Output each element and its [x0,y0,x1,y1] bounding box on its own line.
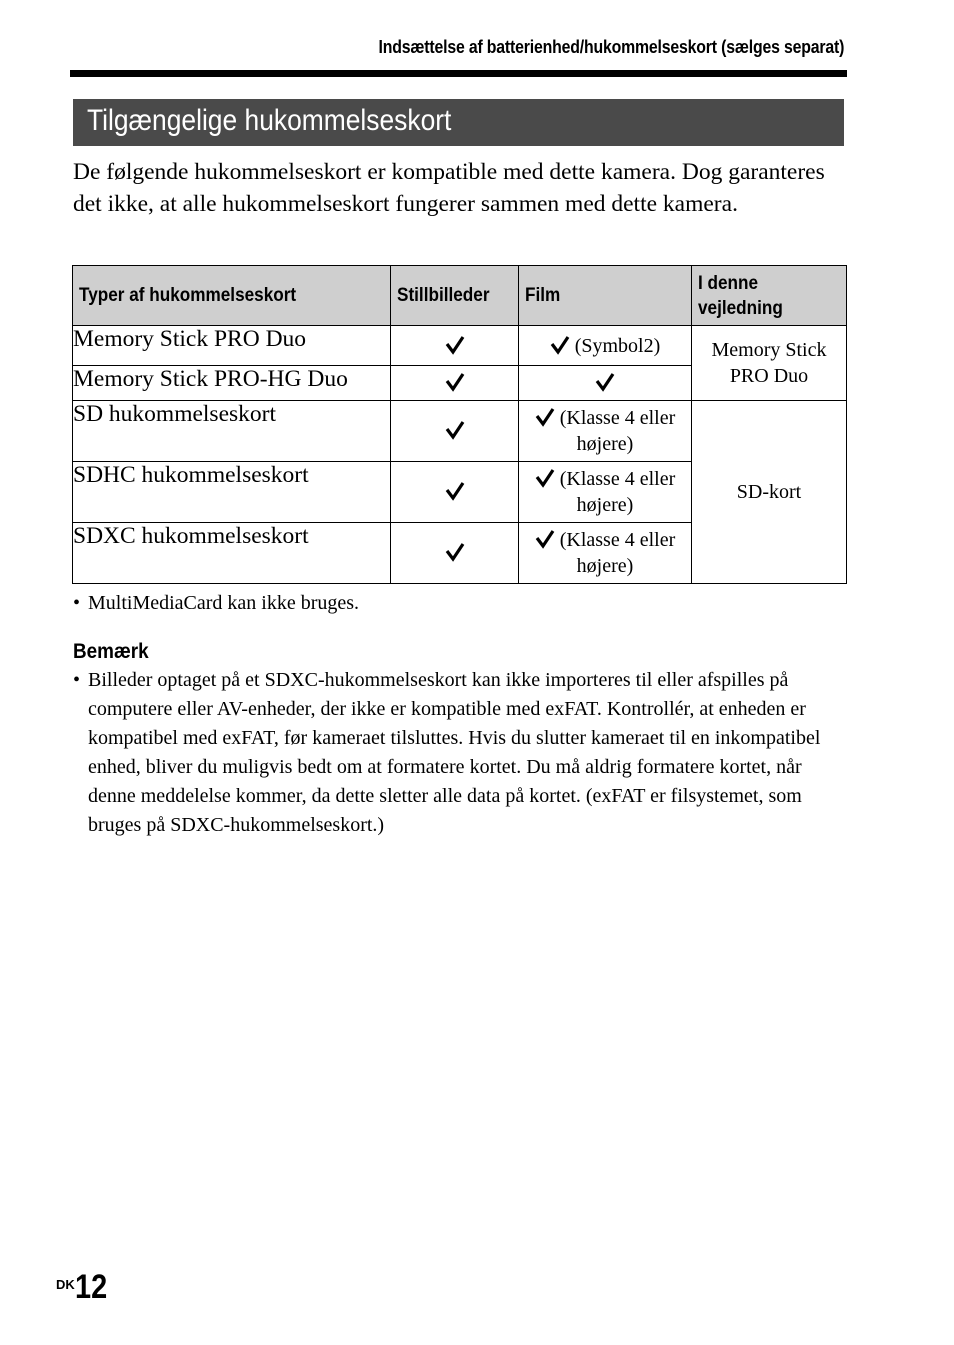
stills-cell [391,462,519,523]
film-cell [519,326,692,366]
card-type-cell: Memory Stick PRO Duo [73,326,391,366]
stills-cell [391,326,519,366]
card-type-cell: SD hukommelseskort [73,401,391,462]
film-cell [519,523,692,584]
section-title: Tilgængelige hukommelseskort [87,104,452,137]
check-icon [595,372,615,392]
page-number [56,1268,113,1307]
check-icon [445,542,465,562]
check-icon [535,529,555,549]
check-icon [535,407,555,427]
card-type-cell: Memory Stick PRO-HG Duo [73,366,391,401]
card-type-cell: SDHC hukommelseskort [73,462,391,523]
film-note: (Klasse 4 eller højere) [559,529,676,577]
running-header: Indsættelse af batterienhed/hukommelseskort (sælges separat) [378,37,844,57]
table-row [73,326,847,366]
page-number-value: 12 [74,1268,107,1306]
table-row [73,401,847,462]
film-cell [519,366,692,401]
intro-paragraph: De følgende hukommelseskort er kompatible med dette kamera. Dog garanteres det ikke, at alle hukommelseskort fungerer sammen med dette kamera. [73,159,825,217]
header-card-types: Typer af hukommelseskort [73,266,391,326]
section-title-bar [73,99,844,146]
check-icon [445,481,465,501]
table-header-row [73,266,847,326]
card-type-cell: SDXC hukommelseskort [73,523,391,584]
footnote-text: MultiMediaCard kan ikke bruges. [88,592,360,614]
page-language-code: DK [56,1277,75,1292]
check-icon [445,372,465,392]
guide-cell-memory-stick: Memory Stick PRO Duo [692,326,847,401]
note-text: Billeder optaget på et SDXC-hukommelseskort kan ikke importeres til eller afspilles på computere eller AV-enheder, der ikke er kompatible med exFAT. Kontrollér, at enheden er kompatibel med exFAT, før kameraet tilsluttes. Hvis du slutter kameraet til en inkompatibel enhed, bliver du muligvis bedt om at formatere kortet. Du må aldrig formatere kortet, når denne meddelelse kommer, da dette sletter alle data på kortet. (exFAT er filsystemet, som bruges på SDXC-hukommelseskort.) [88,669,821,836]
film-note: (Symbol2) [574,334,661,357]
bullet-dot: • [73,669,81,691]
film-note: (Klasse 4 eller højere) [559,468,676,516]
header-stills: Stillbilleder [391,266,519,326]
footnote [73,590,359,616]
note-item [73,666,848,840]
header-rule [70,70,847,77]
film-cell [519,401,692,462]
film-note: (Klasse 4 eller højere) [559,407,676,455]
header-film: Film [519,266,692,326]
header-guide: I denne vejledning [692,266,847,326]
note-heading: Bemærk [73,640,149,663]
bullet-dot: • [73,592,81,614]
check-icon [445,335,465,355]
check-icon [445,420,465,440]
guide-cell-sd: SD-kort [692,401,847,584]
memory-card-table [72,265,847,584]
film-cell [519,462,692,523]
check-icon [550,335,570,355]
stills-cell [391,366,519,401]
stills-cell [391,523,519,584]
check-icon [535,468,555,488]
stills-cell [391,401,519,462]
